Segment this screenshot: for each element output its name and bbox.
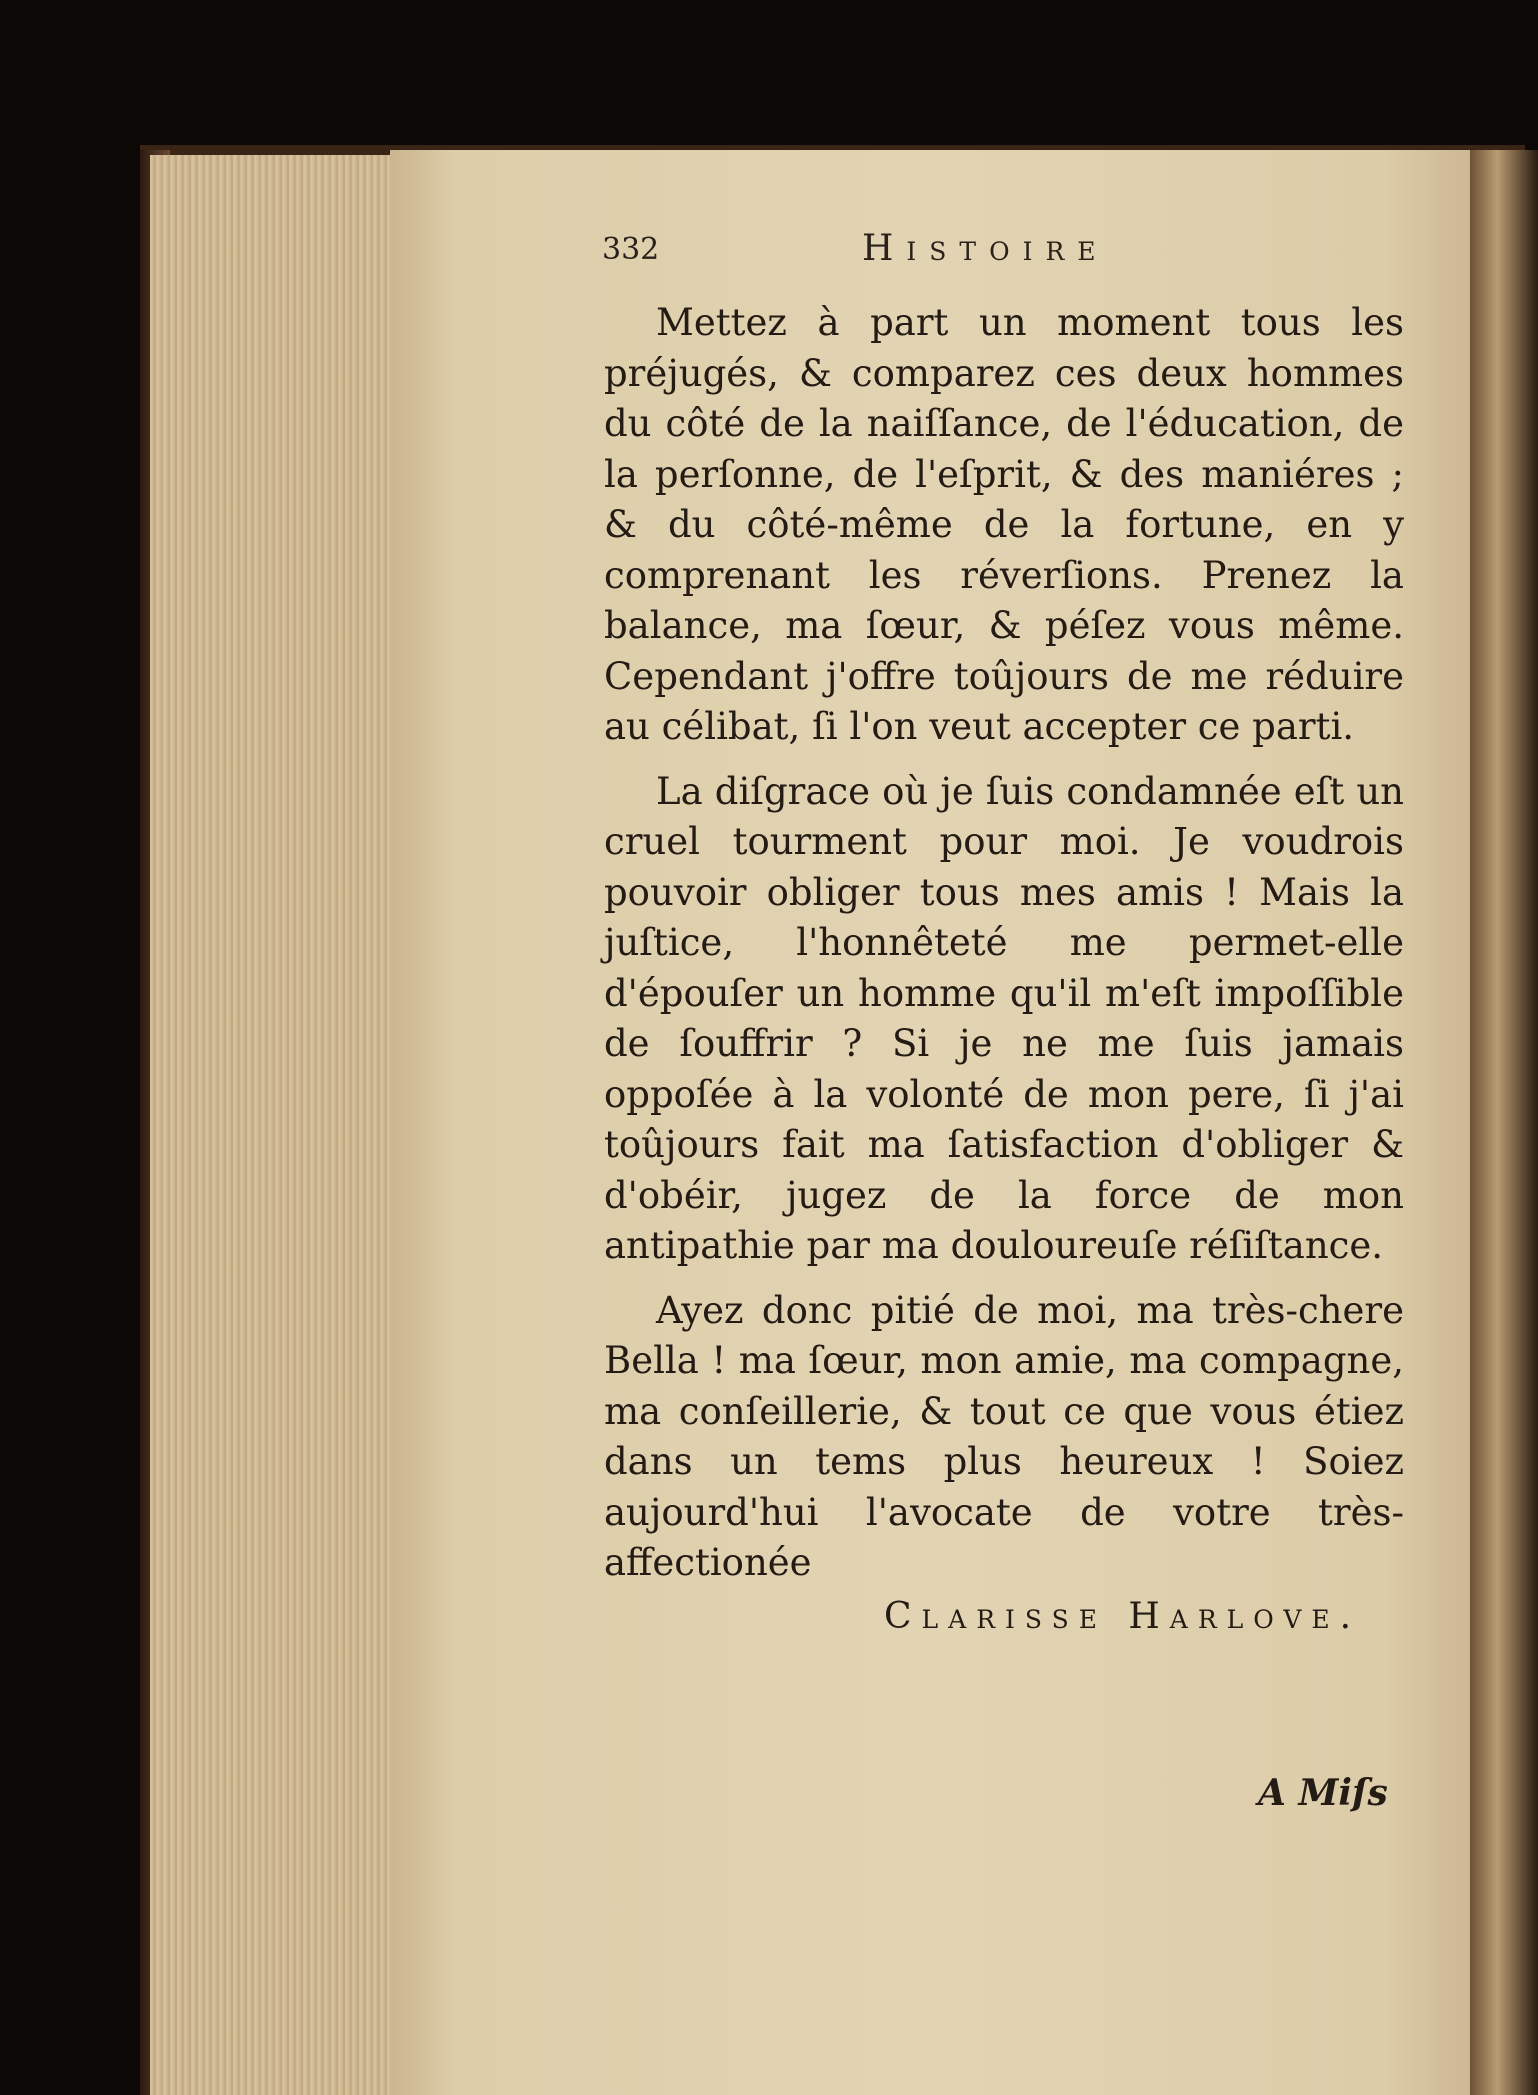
signature: Clarisse Harlove.: [884, 1596, 1362, 1637]
paragraph-2: La diſgrace où je ſuis condamnée eſt un cruel tourment pour moi. Je voudrois pouvoir obliger tous mes amis ! Mais la juſtice, l'honnêteté me permet-elle d'épouſer un homme qu'il m'eſt impoſſible de ſouffrir ? Si je ne me ſuis jamais oppoſée à la volonté de mon pere, ſi j'ai toûjours fait ma ſatisfaction d'obliger & d'obéir, jugez de la force de mon antipathie par ma douloureuſe réſiſtance.: [604, 769, 1404, 1267]
page-edges: [150, 155, 400, 2095]
paragraph-1: Mettez à part un moment tous les préjugés, & comparez ces deux hommes du côté de la naiſſance, de l'éducation, de la perſonne, de l'eſprit, & des maniéres ; & du côté-même de la fortune, en y comprenant les réverſions. Prenez la balance, ma ſœur, & péſez vous même. Cependant j'offre toûjours de me réduire au célibat, ſi l'on veut accepter ce parti.: [604, 301, 1404, 748]
paragraph-3: Ayez donc pitié de moi, ma très-chere Bella ! ma ſœur, mon amie, ma compagne, ma conſeillerie, & tout ce que vous étiez dans un tems plus heureux ! Soiez aujourd'hui l'avocate de votre très-affectionée: [604, 1288, 1404, 1584]
page-number: 332: [602, 232, 660, 267]
catchword: A Miſs: [1258, 1772, 1388, 1814]
running-title: Histoire: [862, 228, 1109, 269]
body-text: [604, 298, 1404, 1603]
facing-page-edge: [1470, 150, 1538, 2095]
page-header: [602, 228, 1162, 282]
